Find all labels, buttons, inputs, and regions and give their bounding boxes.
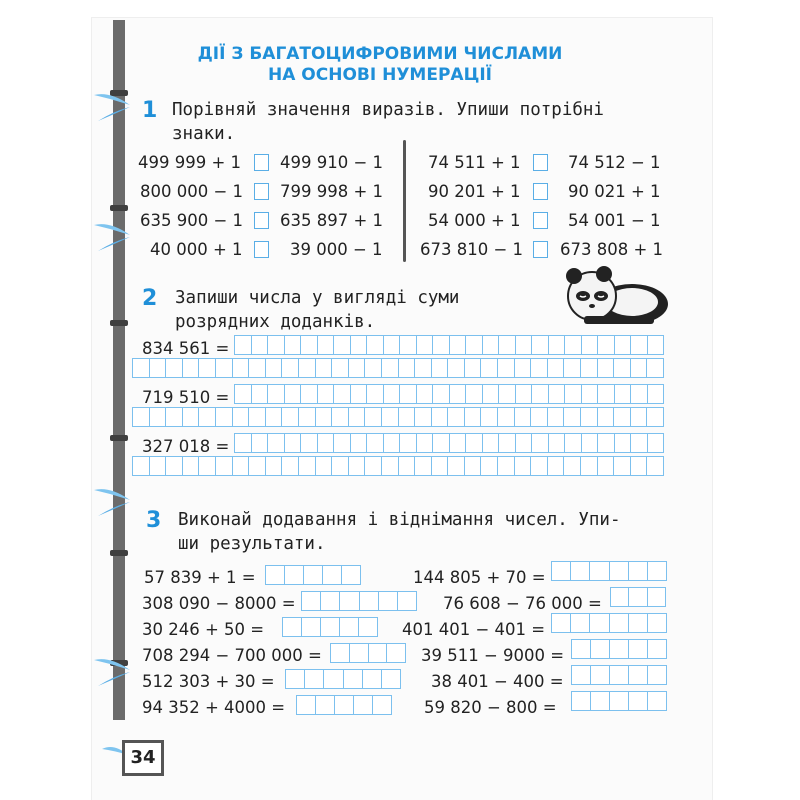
comparison-expression: 90 021 + 1 bbox=[568, 182, 661, 201]
answer-grid[interactable] bbox=[234, 384, 664, 404]
task-1-line-1: Порівняй значення виразів. Упиши потрібні bbox=[172, 100, 604, 120]
answer-grid[interactable] bbox=[234, 335, 664, 355]
task-1-line-2: знаки. bbox=[172, 124, 236, 144]
arithmetic-expression: 94 352 + 4000 = bbox=[142, 698, 286, 717]
arithmetic-expression: 144 805 + 70 = bbox=[413, 568, 546, 587]
result-grid[interactable] bbox=[285, 669, 401, 689]
title-line-2: НА ОСНОВІ НУМЕРАЦІЇ bbox=[267, 65, 492, 85]
comparison-expression: 799 998 + 1 bbox=[280, 182, 384, 201]
arithmetic-expression: 38 401 − 400 = bbox=[431, 672, 564, 691]
bamboo-leaf-icon bbox=[92, 650, 132, 690]
comparison-expression: 673 810 − 1 bbox=[420, 240, 524, 259]
task-3-number: 3 bbox=[146, 508, 162, 533]
arithmetic-expression: 708 294 − 700 000 = bbox=[142, 646, 322, 665]
result-grid[interactable] bbox=[296, 695, 392, 715]
task-3-line-1: Виконай додавання і віднімання чисел. Упи- bbox=[178, 510, 621, 530]
answer-grid[interactable] bbox=[234, 433, 664, 453]
comparison-expression: 74 511 + 1 bbox=[428, 153, 521, 172]
bamboo-leaf-icon bbox=[92, 215, 132, 255]
result-grid[interactable] bbox=[551, 561, 667, 581]
arithmetic-expression: 76 608 − 76 000 = bbox=[443, 594, 602, 613]
task-3-instruction bbox=[178, 508, 621, 556]
result-grid[interactable] bbox=[571, 665, 667, 685]
arithmetic-expression: 512 303 + 30 = bbox=[142, 672, 275, 691]
result-grid[interactable] bbox=[265, 565, 361, 585]
number-to-expand: 327 018 = bbox=[142, 437, 230, 456]
arithmetic-expression: 401 401 − 401 = bbox=[402, 620, 546, 639]
title-line-1: ДІЇ З БАГАТОЦИФРОВИМИ ЧИСЛАМИ bbox=[197, 44, 563, 64]
task-3-line-2: ши результати. bbox=[178, 534, 326, 554]
comparison-expression: 74 512 − 1 bbox=[568, 153, 661, 172]
comparison-expression: 90 201 + 1 bbox=[428, 182, 521, 201]
comparison-sign-box[interactable] bbox=[533, 212, 548, 229]
comparison-expression: 54 001 − 1 bbox=[568, 211, 661, 230]
answer-grid[interactable] bbox=[132, 407, 664, 427]
comparison-sign-box[interactable] bbox=[254, 241, 269, 258]
comparison-expression: 635 900 − 1 bbox=[140, 211, 244, 230]
comparison-expression: 54 000 + 1 bbox=[428, 211, 521, 230]
result-grid[interactable] bbox=[571, 639, 667, 659]
answer-grid[interactable] bbox=[132, 358, 664, 378]
arithmetic-expression: 59 820 − 800 = bbox=[424, 698, 557, 717]
panda-illustration-icon bbox=[560, 262, 672, 328]
column-divider bbox=[403, 140, 406, 262]
comparison-expression: 673 808 + 1 bbox=[560, 240, 664, 259]
task-1-number: 1 bbox=[142, 98, 158, 123]
comparison-expression: 39 000 − 1 bbox=[290, 240, 383, 259]
comparison-expression: 499 910 − 1 bbox=[280, 153, 384, 172]
comparison-sign-box[interactable] bbox=[533, 241, 548, 258]
arithmetic-expression: 30 246 + 50 = bbox=[142, 620, 265, 639]
bamboo-leaf-icon bbox=[92, 85, 132, 125]
result-grid[interactable] bbox=[571, 691, 667, 711]
comparison-expression: 635 897 + 1 bbox=[280, 211, 384, 230]
number-to-expand: 834 561 = bbox=[142, 339, 230, 358]
bamboo-leaf-icon bbox=[92, 480, 132, 520]
comparison-expression: 800 000 − 1 bbox=[140, 182, 244, 201]
answer-grid[interactable] bbox=[132, 456, 664, 476]
task-2-instruction bbox=[175, 286, 459, 334]
comparison-sign-box[interactable] bbox=[533, 154, 548, 171]
result-grid[interactable] bbox=[330, 643, 406, 663]
comparison-expression: 499 999 + 1 bbox=[138, 153, 242, 172]
page-number: 34 bbox=[122, 740, 164, 776]
comparison-expression: 40 000 + 1 bbox=[150, 240, 243, 259]
task-1-instruction bbox=[172, 98, 604, 146]
task-2-number: 2 bbox=[142, 286, 158, 311]
arithmetic-expression: 57 839 + 1 = bbox=[144, 568, 256, 587]
comparison-sign-box[interactable] bbox=[254, 183, 269, 200]
arithmetic-expression: 308 090 − 8000 = bbox=[142, 594, 296, 613]
result-grid[interactable] bbox=[301, 591, 417, 611]
bamboo-decoration-icon bbox=[108, 20, 130, 720]
page-title bbox=[170, 44, 590, 86]
comparison-sign-box[interactable] bbox=[533, 183, 548, 200]
comparison-sign-box[interactable] bbox=[254, 212, 269, 229]
arithmetic-expression: 39 511 − 9000 = bbox=[421, 646, 565, 665]
result-grid[interactable] bbox=[551, 613, 667, 633]
comparison-sign-box[interactable] bbox=[254, 154, 269, 171]
task-2-line-2: розрядних доданків. bbox=[175, 312, 376, 332]
result-grid[interactable] bbox=[282, 617, 378, 637]
task-2-line-1: Запиши числа у вигляді суми bbox=[175, 288, 460, 308]
result-grid[interactable] bbox=[610, 587, 666, 607]
number-to-expand: 719 510 = bbox=[142, 388, 230, 407]
